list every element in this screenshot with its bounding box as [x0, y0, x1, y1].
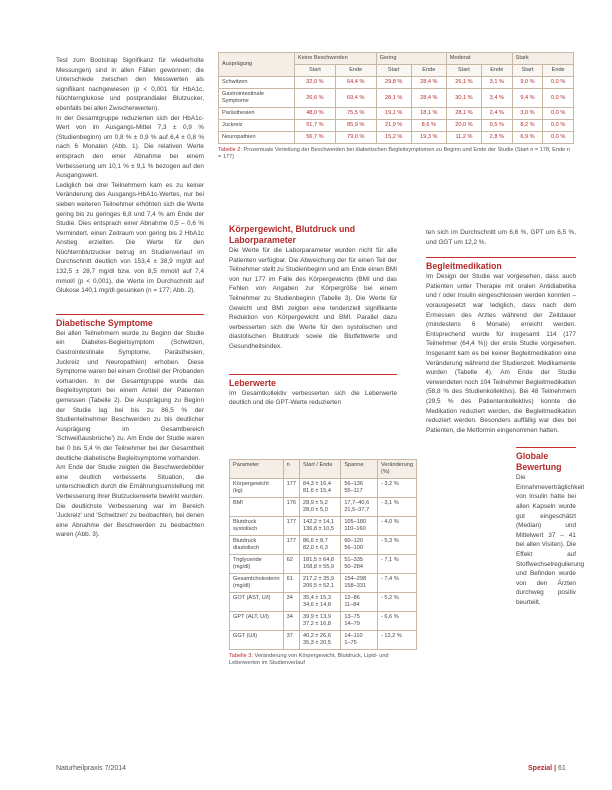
table-row [230, 612, 417, 631]
table-cell: 177 [283, 517, 299, 536]
table-cell: 0,0 % [543, 108, 574, 120]
table-cell: GPT (ALT, U/l) [230, 612, 284, 631]
table-cell: - 3,2 % [377, 479, 416, 498]
paragraph: ten sich im Durchschnitt um 6,6 %, GPT um 6,5 %, und GGT um 12,2 %. [426, 229, 576, 246]
table-row [230, 593, 417, 612]
paragraph: Im Design der Studie war vorgesehen, dass auch Patienten unter Therapie mit oralen Antidiabetika und / oder Insulin eingeschlossen werden konnten – vorausgesetzt war lediglich, dass nach dem Ermessen des Arztes während der Zeitdauer (mindestens 6 Monate) erreicht werden. Entsprechend wurde für insgesamt 114 (177 Teilnehmer (64,4 %)) der erste Studie vorgesehen. Insgesamt kam es bei keiner Begleitmedikation eine Veränderung während der Studienzeit. Medikamente wurden (Tabelle 4). Am Ende der Studie verwendeten noch 104 Teilnehmer Begleitmedikation (58,8 % des Studienkollektivs). Bei 48 Teilnehmern (29,5 % des Patientenkollektivs) konnte die Medikation reduziert werden, die Begleitmedikation reduziert werden. Besonders auffällig war dies bei Patienten, die Metformin eingenommen hatten. [426, 273, 576, 434]
table-cell: 17,7–40,6 21,5–37,7 [341, 498, 378, 517]
table-row [219, 89, 574, 108]
table-cell: 51–335 50–284 [341, 555, 378, 574]
table-cell: 26,6 % [295, 89, 336, 108]
table-cell: 40,2 ± 26,6 35,3 ± 20,5 [299, 631, 340, 650]
section-divider [516, 447, 576, 448]
table-cell: Triglyceride (mg/dl) [230, 555, 284, 574]
table-caption [218, 147, 574, 161]
table-row [230, 536, 417, 555]
table-header: Parameter [230, 460, 284, 479]
table-cell: Blutdruck diastolisch [230, 536, 284, 555]
table-cell: 105–180 110–160 [341, 517, 378, 536]
heading-begleitmedikation: Begleitmedikation [426, 261, 502, 272]
table-cell: 37 [283, 631, 299, 650]
table-cell: 34 [283, 593, 299, 612]
table-cell: - 5,2 % [377, 593, 416, 612]
caption-label: Tabelle 3: [229, 653, 253, 659]
table-cell: - 5,3 % [377, 536, 416, 555]
page-number: 61 [557, 765, 566, 772]
table-cell: 35,4 ± 15,3 34,6 ± 14,8 [299, 593, 340, 612]
table-cell: 29,8 % [376, 77, 411, 89]
table-cell: 61 [283, 574, 299, 593]
table-cell: 15,2 % [376, 132, 411, 144]
table-row [230, 517, 417, 536]
table-cell: - 12,2 % [377, 631, 416, 650]
table-cell: 28,1 % [446, 108, 481, 120]
table-subheader: Start [512, 65, 543, 77]
table-cell: Parästhesien [219, 108, 295, 120]
table-row [219, 77, 574, 89]
table-cell: 6,9 % [512, 132, 543, 144]
table-subheader: Ende [411, 65, 446, 77]
column-3 [426, 228, 585, 608]
table-row [219, 132, 574, 144]
table-cell: 217,2 ± 35,9 206,5 ± 52,1 [299, 574, 340, 593]
table-subheader: Start [376, 65, 411, 77]
paragraph: Lediglich bei drei Teilnehmern kam es zu keiner Veränderung des Ausgangs-HbA1c-Wertes, nur bei sieben weiteren Teilnehmer erhöhten sich die Werte gering bis zu geringes 6,8 und 7,4 % am Ende der Studie. Dies entsprach einer Abnahme 0,5 – 0,6 % Vermindert, einen Zeitraum von gering bis 2 HbA1c Anstieg erzielten. Die Werte für den Nüchternblutzucker betrug im Studienverlauf im Durchschnitt deutlich von 153,4 ± 38,9 mg/dl auf 132,5 ± 28,7 mg/dl bzw. von 8,5 mmol/l auf 7,4 mmol/l (p < 0,001), die Werte im Durchschnitt auf Glukose 140,1 mg/dl gesunken (n = 177; Abb. 2). [56, 181, 204, 295]
section-label: Spezial [528, 765, 553, 772]
table-cell: 14–110 1–75 [341, 631, 378, 650]
table-cell: 9,0 % [512, 77, 543, 89]
table-row [219, 108, 574, 120]
table-cell: 9,4 % [512, 89, 543, 108]
table-cell: 62 [283, 555, 299, 574]
table-parameters [229, 459, 417, 667]
footer-left: Naturheilpraxis 7/2014 [56, 765, 127, 772]
table-cell: Juckreiz [219, 120, 295, 132]
table-cell: 18,1 % [411, 108, 446, 120]
table-cell: 176 [283, 498, 299, 517]
table-cell: Gesamtcholesterin (mg/dl) [230, 574, 284, 593]
table-cell: Körpergewicht (kg) [230, 479, 284, 498]
table-symptoms [218, 52, 574, 161]
table-header: Start / Ende [299, 460, 340, 479]
table-cell: 34 [283, 612, 299, 631]
table-cell: 8,6 % [411, 120, 446, 132]
heading-diabetische-symptome: Diabetische Symptome [56, 317, 153, 328]
caption-label: Tabelle 2: [218, 147, 242, 153]
table-subheader: Start [446, 65, 481, 77]
table-header: Ausprägung [219, 53, 295, 77]
section-divider [229, 374, 397, 375]
table-cell: 28,9 ± 5,2 28,0 ± 5,0 [299, 498, 340, 517]
table-cell: Neuropathien [219, 132, 295, 144]
table-cell: 11,2 % [446, 132, 481, 144]
table-subheader: Ende [335, 65, 376, 77]
table-cell: 0,5 % [482, 120, 513, 132]
section-divider [56, 314, 204, 315]
table-cell: 8,2 % [512, 120, 543, 132]
table-cell: 84,3 ± 16,4 81,6 ± 15,4 [299, 479, 340, 498]
table-cell: 19,3 % [411, 132, 446, 144]
table-cell: 30,1 % [446, 89, 481, 108]
table-cell: 75,5 % [335, 108, 376, 120]
paragraph: Im Gesamtkollektiv verbesserten sich die Leberwerte deutlich und die GPT-Werte reduzierten [229, 389, 397, 407]
table-cell: - 7,4 % [377, 574, 416, 593]
paragraph: Die Einnahmeverträglichkeit von Insulin hatte bei allen Kapseln wurde gut eingeschätzt (Median) und Mittelwert 37 – 41 bei allen Visiten). Die Effekt auf Stoffwechselregulierung und Befinden wurde von den Ärzten durchweg positiv beurteilt. [516, 474, 585, 606]
table-cell: 2,8 % [482, 132, 513, 144]
table-cell: - 6,6 % [377, 612, 416, 631]
table-cell: 56,7 % [295, 132, 336, 144]
paragraph: In der Gesamtgruppe reduzierten sich der HbA1c-Wert von im Ausgangs-Mittel 7,3 ± 0,9 % (Studienbeginn) um 0,8 % ± 0,9 % auf 6,4 ± 0,8 % nach 6 Monaten (Abb. 1). Die relativen Werte entsprach den einer Abnahme bei einem Verbesserung um 10,1 % ± 9,1 % bezogen auf den Ausgangswert. [56, 114, 204, 180]
table-row [230, 498, 417, 517]
table-cell: 3,1 % [482, 77, 513, 89]
table-cell: 19,1 % [376, 108, 411, 120]
table-cell: 28,4 % [411, 89, 446, 108]
table-cell: 20,0 % [446, 120, 481, 132]
table-cell: Schwitzen [219, 77, 295, 89]
table-cell: 0,0 % [543, 120, 574, 132]
caption-text: Veränderung von Körpergewicht, Blutdruck, Lipid- und Leberwerten im Studienverlauf [229, 653, 389, 667]
paragraph: Test zum Bootstrap Signifikanz für wiederholte Messungen) sind in allen Fällen gewonnen; die Unterschiede zwischen den Messwerten als signifikant nachgewiesen (p < 0,001 für HbA1c, Nüchternglukose und postprandialer Blutzucker, ebenfalls bei allen Zwischenwerten). [56, 57, 204, 112]
table-cell: Gastrointestinale Symptome [219, 89, 295, 108]
table-cell: 28,4 % [411, 77, 446, 89]
table-cell: 2,4 % [482, 108, 513, 120]
table-cell: 177 [283, 479, 299, 498]
paragraph: Die Werte für die Laborparameter wurden nicht für alle Patienten verfügbar. Die Abweichung der für einen Teil der Teilnehmer stellt zu Studienbeginn und am Ende einen BMI von nur 177 im Falle des Körpergewichts (BMI und das Fehlen von Angaben zur Körpergröße bei einem Teilnehmer zu Studienbeginn (Tabelle 3). Die Werte für Gewicht und BMI zeigten eine tendenziell signifikante Reduktion von Körpergewicht und BMI. Parallel dazu verbesserten sich die Werte für den systolischen und diastolischen Blutdruck sowie die Blutfettwerte und Gesundheitsindex. [229, 247, 397, 350]
global-rating-block [516, 451, 585, 607]
table-cell: 181,5 ± 64,8 168,8 ± 55,9 [299, 555, 340, 574]
table-cell: 0,0 % [543, 132, 574, 144]
table-row [230, 574, 417, 593]
table-row [230, 479, 417, 498]
table-header: Keine Beschwerden [295, 53, 377, 65]
table-cell: 26,1 % [446, 77, 481, 89]
table-cell: 21,9 % [376, 120, 411, 132]
table-cell: - 7,1 % [377, 555, 416, 574]
table-cell: 12–86 11–84 [341, 593, 378, 612]
table-subheader: Ende [543, 65, 574, 77]
table-header: n [283, 460, 299, 479]
table-cell: 86,6 ± 8,7 82,0 ± 6,3 [299, 536, 340, 555]
table-cell: 0,0 % [543, 89, 574, 108]
table-cell: GGT (U/l) [230, 631, 284, 650]
table-row [219, 120, 574, 132]
table-cell: 56–136 55–117 [341, 479, 378, 498]
table-cell: 142,2 ± 14,1 136,8 ± 10,5 [299, 517, 340, 536]
table-cell: 28,1 % [376, 89, 411, 108]
table-cell: 79,0 % [335, 132, 376, 144]
table-cell: 32,0 % [295, 77, 336, 89]
table-row [230, 631, 417, 650]
table-header: Spanne [341, 460, 378, 479]
table-cell: 177 [283, 536, 299, 555]
table-header: Gering [376, 53, 446, 65]
table-cell: 85,9 % [335, 120, 376, 132]
table-cell: 51,7 % [295, 120, 336, 132]
table-subheader: Ende [482, 65, 513, 77]
table-caption [229, 653, 417, 667]
table-subheader: Start [295, 65, 336, 77]
table-cell: - 3,1 % [377, 498, 416, 517]
paragraph: Bei allen Teilnehmern wurde zu Beginn der Studie ein Diabetes-Begleitsymptom (Schwitzen, Gastrointestinale Symptome, Parästhesien, Juckreiz und Neuropathien) erhoben. Diese Symptome waren bei einem Großteil der Probanden vorhanden. In der Gesamtgruppe wurde das Begleitsymptom bei einem Anteil der Patienten gemessen (Tabelle 2). Die Ausprägung zu Beginn der Studie lag bei bis zu 86,5 % der Studienteilnehmer Beschwerden zu bis deutlicher Ausprägung im Gesamtbereich 'Schweißausbrüche') zu. Am Ende der Studie waren bei 0 bis 5,4 % der Teilnehmer bei der Gesamtheit deutliche diabetische Begleitsymptome vorhanden. [56, 329, 204, 462]
table-cell: 60–120 56–100 [341, 536, 378, 555]
table-cell: 13–75 14–79 [341, 612, 378, 631]
table-header: Moderat [446, 53, 512, 65]
section-divider [426, 257, 576, 258]
table-cell: 0,0 % [543, 77, 574, 89]
table-cell: - 4,0 % [377, 517, 416, 536]
table-header: Stark [512, 53, 573, 65]
table-cell: Blutdruck systolisch [230, 517, 284, 536]
table-header: Veränderung (%) [377, 460, 416, 479]
footer-separator: | [554, 765, 558, 772]
heading-leberwerte: Leberwerte [229, 377, 276, 388]
table-cell: 69,4 % [335, 89, 376, 108]
column-1 [56, 56, 204, 540]
table-cell: 64,4 % [335, 77, 376, 89]
table-cell: BMI [230, 498, 284, 517]
heading-koerpergewicht: Körpergewicht, Blutdruck und Laborparameter [229, 224, 356, 245]
table-cell: 48,0 % [295, 108, 336, 120]
table-cell: GOT (AST, U/l) [230, 593, 284, 612]
table-cell: 39,9 ± 13,9 37,2 ± 16,8 [299, 612, 340, 631]
caption-text: Prozentuale Verteilung der Beschwerden bei diabetischen Begleitsymptomen zu Beginn und Ende der Studie (Start n = 178; Ende n = 177) [218, 147, 570, 161]
paragraph: Am Ende der Studie zeigten die Beschwerdebilder eine deutlich verbesserte Situation, die unterschiedlich durch die Ernährungsumstellung mit Verbesserung ihrer Blutzuckerwerte bewirkt wurden. Die deutlichste Verbesserung war im Bereich 'Juckreiz' und 'Schwitzen' zu beobachten, bei denen eine Abnahme der Beschwerden zu beobachten waren (Abb. 3). [56, 464, 204, 539]
table-cell: 3,4 % [482, 89, 513, 108]
table-row [230, 555, 417, 574]
column-2 [229, 224, 397, 408]
heading-globale-bewertung: Globale Bewertung [516, 451, 562, 473]
table-cell: 3,0 % [512, 108, 543, 120]
table-cell: 154–298 158–331 [341, 574, 378, 593]
footer-right [528, 764, 566, 774]
